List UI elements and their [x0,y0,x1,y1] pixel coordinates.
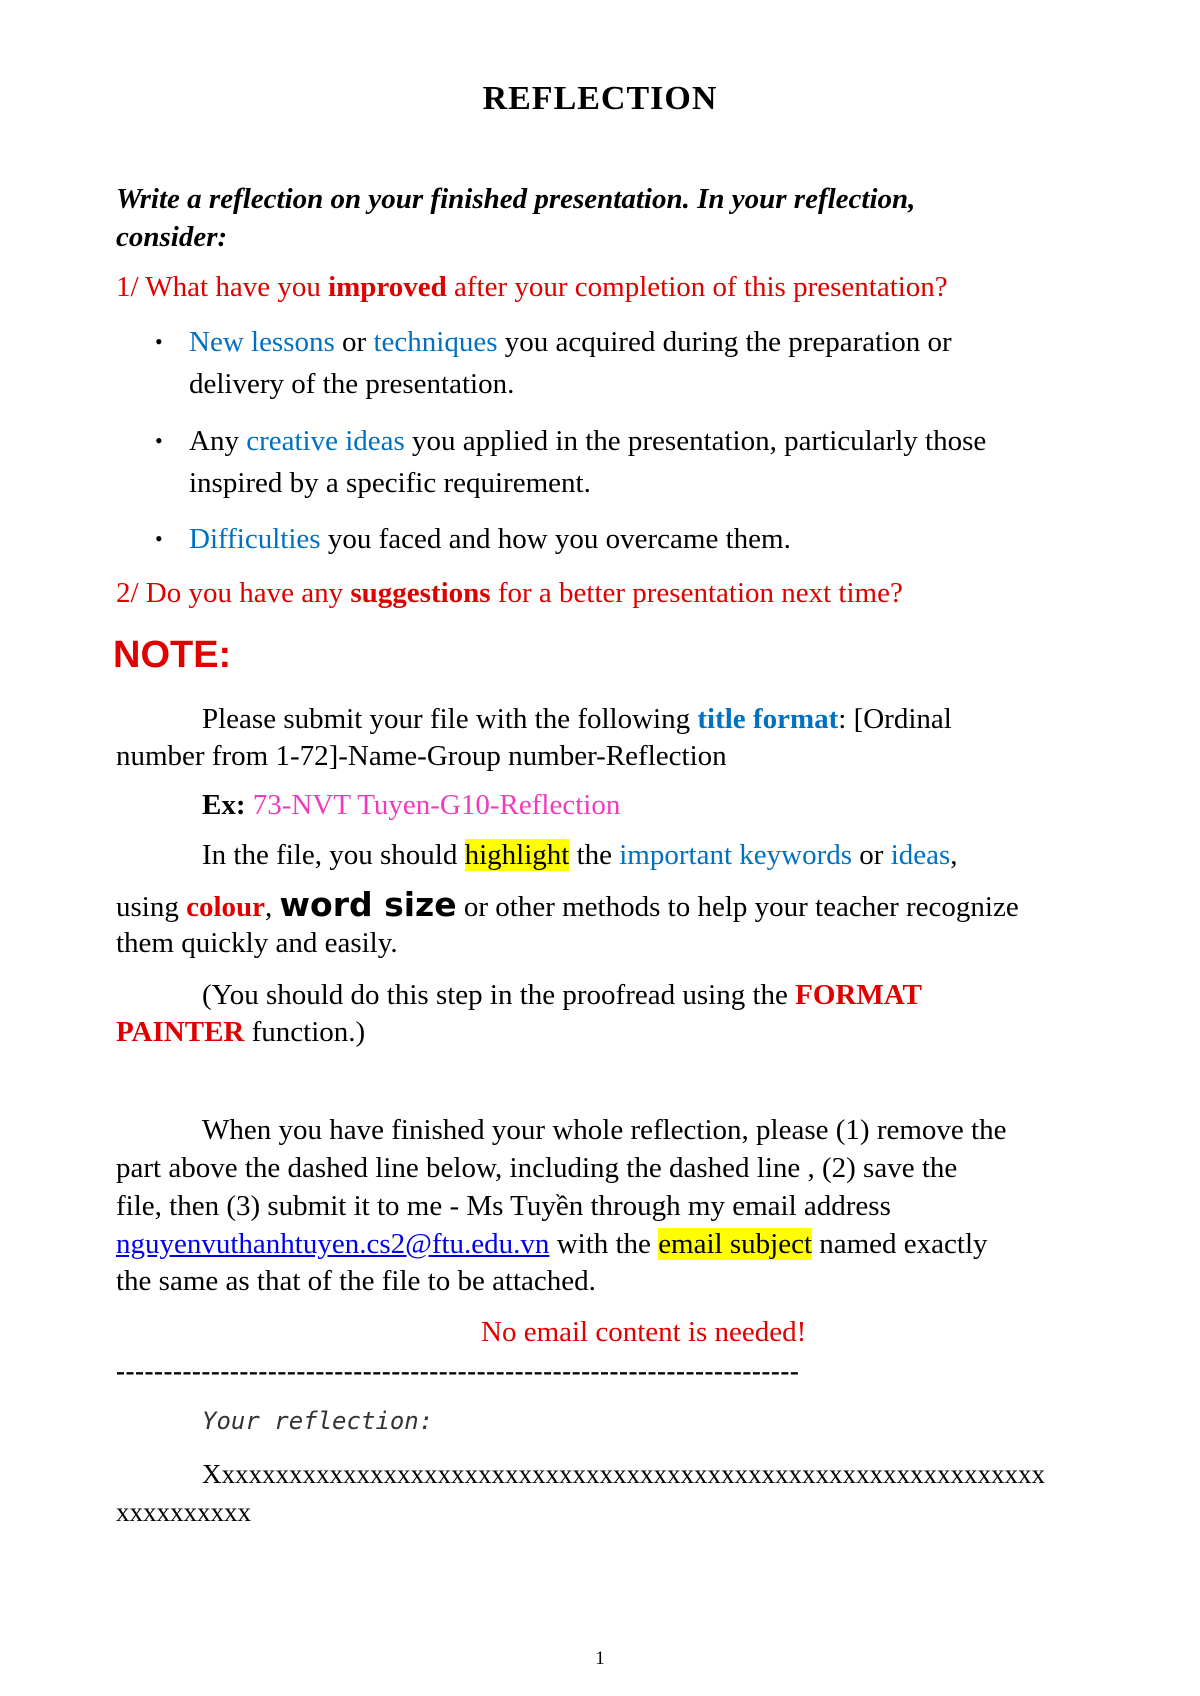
note-p2-keyword-2: ideas [890,839,951,871]
bullet-2-line-1 [189,422,986,460]
note-p1-line-2: number from 1-72]-Name-Group number-Reflection [116,740,727,772]
note-p3-pre: (You should do this step in the proofread using the [202,979,796,1011]
note-p4-line-1: When you have finished your whole reflection, please (1) remove the [202,1114,1007,1146]
bullet-2-pre: Any [189,425,247,457]
bullet-2-rest: you applied in the presentation, particularly those [404,425,987,457]
bullet-1-mid: or [334,326,374,358]
bullet-dot-1: • [155,329,163,354]
email-link[interactable]: nguyenvuthanhtuyen.cs2@ftu.edu.vn [116,1228,550,1260]
note-p2-pre: In the file, you should [202,839,465,871]
note-p3-line-1 [202,976,922,1014]
page-number: 1 [595,1648,605,1669]
format-keyword: FORMAT [795,979,922,1011]
note-p4-line-5: the same as that of the file to be attached. [116,1265,596,1297]
bullet-3-keyword: Difficulties [189,523,321,555]
page-title: REFLECTION [482,80,718,117]
note-p4-line-4 [116,1225,988,1263]
question-2 [116,574,903,612]
note-p4-line-3: file, then (3) submit it to me - Ms Tuyền through my email address [116,1190,891,1222]
note-p2-mid1: the [569,839,620,871]
note-p1-keyword: title format [697,703,839,735]
note-p2-mid2: or [852,839,891,871]
q2-post: for a better presentation next time? [490,577,903,609]
bullet-dot-3: • [155,526,163,551]
example-value: 73-NVT Tuyen-G10-Reflection [245,789,621,821]
bullet-2-keyword: creative ideas [246,425,405,457]
bullet-2-line-2: inspired by a specific requirement. [189,467,591,499]
instruction-line-1: Write a reflection on your finished presentation. In your reflection, [116,183,916,215]
instruction-line-2: consider: [116,221,228,253]
bullet-1-line-2: delivery of the presentation. [189,368,515,400]
reflection-line-2: xxxxxxxxxx [116,1497,251,1527]
reflection-line-1: Xxxxxxxxxxxxxxxxxxxxxxxxxxxxxxxxxxxxxxxxxxxxxxxxxxxxxxxxxxxxxx [202,1459,1045,1489]
note-p2-line-2 [116,886,1019,926]
note-p3-line-2 [116,1013,365,1051]
note-example [202,786,620,824]
note-p4-mid: with the [549,1228,659,1260]
bullet-3-line [189,520,791,558]
colour-word: colour [186,891,266,923]
note-p2-line-1 [202,836,958,874]
q1-post: after your completion of this presentation? [446,271,948,303]
note-p1-line-1 [202,700,952,738]
no-email-content-note: No email content is needed! [481,1316,807,1348]
note-p3-post: function.) [244,1016,366,1048]
question-1 [116,268,948,306]
note-p1-pre: Please submit your file with the following [202,703,698,735]
word-size-word: word size [279,885,457,924]
bullet-dot-2: • [155,428,163,453]
note-p2-end: , [950,839,958,871]
note-p2-comma: , [265,891,280,923]
example-label: Ex: [202,789,246,821]
bullet-1-rest: you acquired during the preparation or [497,326,952,358]
note-p2-l2pre: using [116,891,187,923]
bullet-1-keyword-2: techniques [373,326,498,358]
q1-keyword: improved [328,271,447,303]
bullet-3-rest: you faced and how you overcame them. [320,523,791,555]
bullet-1-keyword-1: New lessons [189,326,335,358]
q2-keyword: suggestions [350,577,491,609]
note-p4-post: named exactly [812,1228,988,1260]
q2-pre: 2/ Do you have any [116,577,351,609]
note-p2-line-3: them quickly and easily. [116,927,398,959]
note-p2-keyword-1: important keywords [619,839,853,871]
q1-pre: 1/ What have you [116,271,329,303]
email-subject-highlight: email subject [658,1228,812,1260]
note-p1-post: : [Ordinal [838,703,952,735]
note-heading: NOTE: [113,634,232,676]
note-p2-l2post: or other methods to help your teacher recognize [456,891,1019,923]
bullet-1-line-1 [189,323,952,361]
dashed-line: ------------------------------------------------------------------------ [116,1356,800,1386]
your-reflection-label: Your reflection: [202,1407,434,1435]
painter-keyword: PAINTER [116,1016,245,1048]
note-p4-line-2: part above the dashed line below, including the dashed line , (2) save the [116,1152,958,1184]
highlight-word: highlight [464,839,570,871]
